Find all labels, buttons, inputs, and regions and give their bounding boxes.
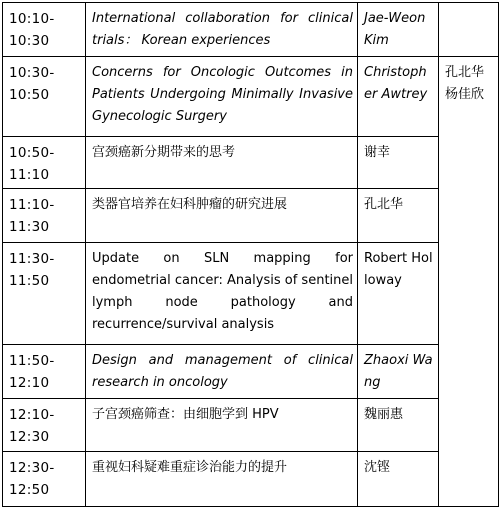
title-cell: Update on SLN mapping for endometrial cancer: Analysis of sentinel lymph node pathology and recurrence/survival analysis <box>86 243 358 345</box>
schedule-row <box>3 137 499 189</box>
title-cell: 宫颈癌新分期带来的思考 <box>86 137 358 189</box>
chair-name: 杨佳欣 <box>445 87 485 102</box>
schedule-table <box>2 2 499 507</box>
time-cell: 11:10-11:30 <box>3 189 86 243</box>
speaker-cell: Jae-Weon Kim <box>358 3 439 57</box>
title-cell: 类器官培养在妇科肿瘤的研究进展 <box>86 189 358 243</box>
speaker-cell: Zhaoxi Wang <box>358 345 439 399</box>
speaker-cell: 孔北华 <box>358 189 439 243</box>
schedule-row <box>3 3 499 57</box>
title-cell: Concerns for Oncologic Outcomes in Patients Undergoing Minimally Invasive Gynecologic Surgery <box>86 57 358 137</box>
speaker-cell: 谢幸 <box>358 137 439 189</box>
speaker-cell: Christopher Awtrey <box>358 57 439 137</box>
title-cell: 子宫颈癌筛查：由细胞学到 HPV <box>86 399 358 452</box>
schedule-row <box>3 399 499 452</box>
time-cell: 10:30-10:50 <box>3 57 86 137</box>
schedule-row <box>3 189 499 243</box>
schedule-row <box>3 57 499 137</box>
title-cell: 重视妇科疑难重症诊治能力的提升 <box>86 452 358 507</box>
speaker-cell: Robert Holloway <box>358 243 439 345</box>
time-cell: 10:50-11:10 <box>3 137 86 189</box>
title-cell: Design and management of clinical research in oncology <box>86 345 358 399</box>
schedule-row <box>3 452 499 507</box>
chair-name: 孔北华 <box>445 65 485 80</box>
time-cell: 12:10-12:30 <box>3 399 86 452</box>
schedule-row <box>3 345 499 399</box>
time-cell: 10:10-10:30 <box>3 3 86 57</box>
time-cell: 11:50-12:10 <box>3 345 86 399</box>
chair-cell <box>439 57 499 507</box>
speaker-cell: 魏丽惠 <box>358 399 439 452</box>
schedule-row <box>3 243 499 345</box>
time-cell: 12:30-12:50 <box>3 452 86 507</box>
speaker-cell: 沈铿 <box>358 452 439 507</box>
chair-cell-empty <box>439 3 499 57</box>
title-cell: International collaboration for clinical trials： Korean experiences <box>86 3 358 57</box>
time-cell: 11:30-11:50 <box>3 243 86 345</box>
